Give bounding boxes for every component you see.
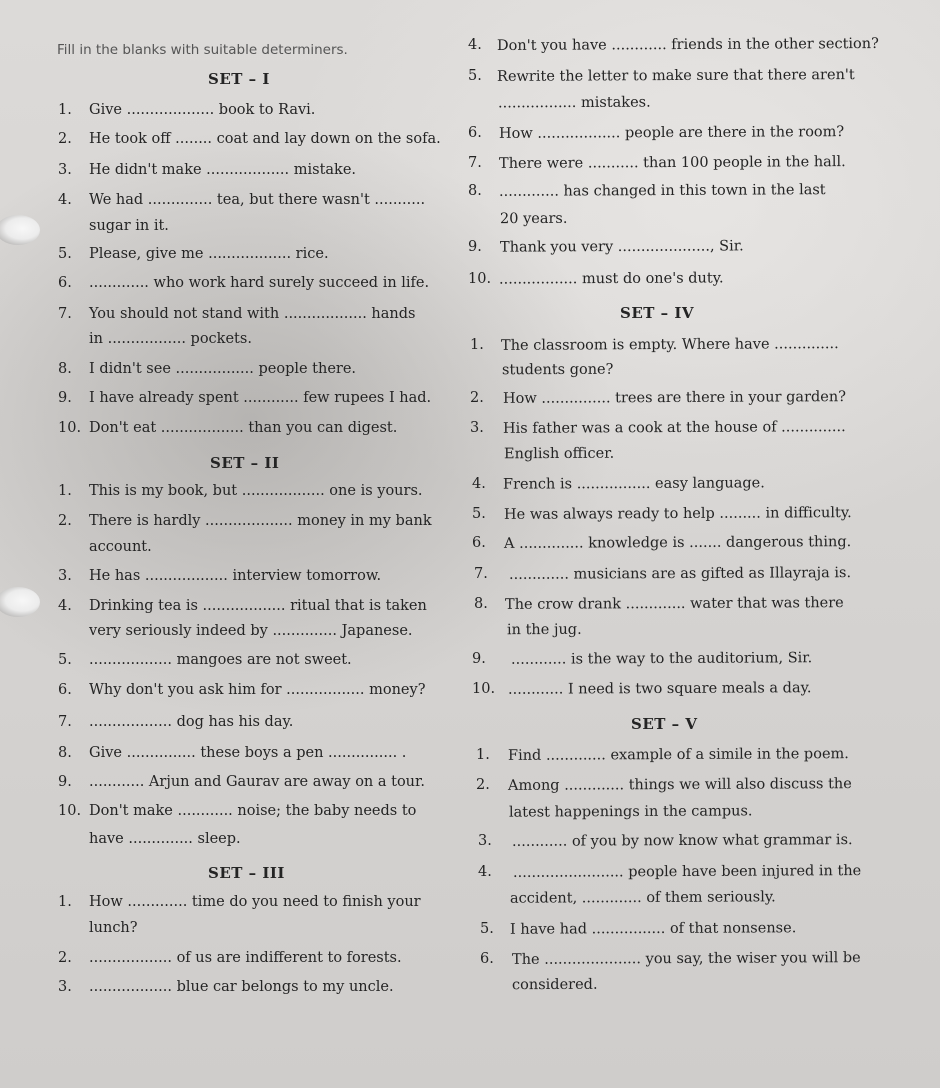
left-item-number: 2.: [58, 131, 72, 147]
left-exercise-line: Give ............... these boys a pen ............... .: [89, 745, 407, 761]
left-exercise-line: You should not stand with .................. hands: [89, 306, 416, 322]
set-heading-3: SET – III: [208, 864, 285, 882]
punch-hole-bottom: [0, 587, 40, 617]
left-item-number: 5.: [58, 246, 72, 262]
right-item-number: 4.: [468, 37, 482, 53]
right-exercise-line: in the jug.: [506, 621, 582, 639]
left-item-number: 3.: [58, 162, 72, 178]
left-exercise-line: ............. who work hard surely succeed in life.: [89, 275, 430, 291]
right-exercise-line: The classroom is empty. Where have ..............: [500, 336, 839, 354]
right-exercise-line: latest happenings in the campus.: [508, 803, 753, 821]
left-item-number: 2.: [58, 950, 72, 966]
left-exercise-line: very seriously indeed by .............. Japanese.: [89, 623, 413, 639]
left-exercise-line: account.: [89, 539, 152, 555]
right-item-number: 6.: [468, 125, 482, 141]
left-item-number: 2.: [58, 513, 72, 529]
right-item-number: 1.: [476, 747, 490, 763]
right-item-number: 5.: [472, 506, 486, 522]
right-exercise-line: ............. musicians are as gifted as Illayraja is.: [508, 565, 852, 583]
left-exercise-line: We had .............. tea, but there wasn't ...........: [89, 192, 426, 208]
left-exercise-line: in ................. pockets.: [89, 331, 252, 347]
left-item-number: 7.: [58, 714, 72, 730]
right-exercise-line: Thank you very ...................., Sir.: [499, 238, 744, 256]
left-item-number: 8.: [58, 361, 72, 377]
right-item-number: 9.: [472, 651, 486, 667]
right-exercise-line: French is ................ easy language.: [502, 475, 765, 493]
right-exercise-line: ........................ people have been injured in the: [512, 863, 862, 881]
left-exercise-line: ............ Arjun and Gaurav are away on a tour.: [89, 774, 425, 790]
left-exercise-line: Please, give me .................. rice.: [89, 246, 329, 262]
right-exercise-line: students gone?: [501, 361, 614, 379]
right-exercise-line: How ............... trees are there in your garden?: [502, 389, 847, 407]
left-item-number: 10.: [58, 420, 82, 436]
right-exercise-line: accident, ............. of them seriously.: [509, 889, 776, 907]
left-exercise-line: There is hardly ................... money in my bank: [89, 513, 432, 529]
right-exercise-line: Among ............. things we will also discuss the: [507, 776, 852, 794]
right-exercise-line: His father was a cook at the house of ..............: [502, 419, 846, 437]
right-exercise-line: Find ............. example of a simile in the poem.: [507, 746, 849, 764]
right-exercise-line: ................. mistakes.: [497, 94, 651, 112]
right-exercise-line: The crow drank ............. water that was there: [504, 595, 844, 613]
left-exercise-line: How ............. time do you need to finish your: [89, 894, 421, 910]
right-exercise-line: Rewrite the letter to make sure that there aren't: [496, 67, 855, 85]
right-exercise-line: ............ is the way to the auditorium, Sir.: [510, 650, 813, 668]
right-item-number: 4.: [478, 864, 492, 880]
left-item-number: 6.: [58, 682, 72, 698]
left-exercise-line: .................. mangoes are not sweet.: [89, 652, 352, 668]
right-exercise-line: 20 years.: [499, 210, 568, 228]
set-heading-4: SET – IV: [620, 304, 695, 322]
left-item-number: 3.: [58, 568, 72, 584]
right-item-number: 8.: [474, 596, 488, 612]
left-item-number: 9.: [58, 774, 72, 790]
left-item-number: 1.: [58, 894, 72, 910]
left-exercise-line: Why don't you ask him for ................. money?: [89, 682, 426, 698]
right-item-number: 1.: [470, 337, 484, 353]
right-exercise-line: A .............. knowledge is ....... dangerous thing.: [503, 534, 852, 552]
left-exercise-line: I have already spent ............ few rupees I had.: [89, 390, 432, 406]
left-exercise-line: .................. blue car belongs to my uncle.: [89, 979, 394, 995]
right-item-number: 4.: [472, 476, 486, 492]
instructions-heading: Fill in the blanks with suitable determiners.: [57, 42, 348, 58]
right-item-number: 9.: [468, 239, 482, 255]
left-item-number: 5.: [58, 652, 72, 668]
left-exercise-line: lunch?: [89, 920, 138, 936]
left-exercise-line: .................. dog has his day.: [89, 714, 294, 730]
right-exercise-line: He was always ready to help ......... in difficulty.: [503, 505, 852, 523]
left-item-number: 4.: [58, 192, 72, 208]
right-item-number: 5.: [468, 68, 482, 84]
left-exercise-line: He took off ........ coat and lay down on the sofa.: [89, 131, 441, 147]
right-item-number: 10.: [468, 271, 492, 287]
right-item-number: 7.: [468, 155, 482, 171]
set-heading-1: SET – I: [208, 70, 270, 88]
left-exercise-line: .................. of us are indifferent to forests.: [89, 950, 402, 966]
left-exercise-line: I didn't see ................. people there.: [89, 361, 357, 377]
right-exercise-line: ............. has changed in this town in the last: [498, 182, 826, 200]
right-item-number: 7.: [474, 566, 488, 582]
left-exercise-line: Drinking tea is .................. ritual that is taken: [89, 598, 427, 614]
right-exercise-line: Don't you have ............ friends in the other section?: [496, 36, 879, 54]
left-item-number: 7.: [58, 306, 72, 322]
right-item-number: 2.: [470, 390, 484, 406]
right-item-number: 3.: [478, 833, 492, 849]
punch-hole-top: [0, 215, 40, 245]
left-exercise-line: Don't eat .................. than you can digest.: [89, 420, 398, 436]
left-exercise-line: have .............. sleep.: [89, 831, 241, 847]
left-exercise-line: sugar in it.: [89, 218, 169, 234]
left-item-number: 3.: [58, 979, 72, 995]
right-item-number: 6.: [480, 951, 494, 967]
left-item-number: 1.: [58, 483, 72, 499]
right-exercise-line: ............ of you by now know what grammar is.: [511, 832, 853, 850]
left-item-number: 10.: [58, 803, 82, 819]
right-exercise-line: considered.: [511, 976, 598, 994]
right-exercise-line: How .................. people are there in the room?: [498, 124, 845, 142]
right-exercise-line: I have had ................ of that nonsense.: [509, 920, 797, 938]
right-item-number: 5.: [480, 921, 494, 937]
left-item-number: 1.: [58, 102, 72, 118]
set-heading-5: SET – V: [631, 715, 698, 733]
left-item-number: 6.: [58, 275, 72, 291]
right-exercise-line: There were ........... than 100 people in the hall.: [498, 154, 846, 172]
left-exercise-line: Don't make ............ noise; the baby needs to: [89, 803, 417, 819]
left-item-number: 9.: [58, 390, 72, 406]
right-exercise-line: ................. must do one's duty.: [498, 270, 724, 288]
right-exercise-line: English officer.: [503, 445, 615, 463]
right-exercise-line: The ..................... you say, the wiser you will be: [511, 950, 861, 968]
left-exercise-line: Give ................... book to Ravi.: [89, 102, 316, 118]
right-item-number: 3.: [470, 420, 484, 436]
right-exercise-line: ............ I need is two square meals a day.: [507, 680, 812, 698]
left-exercise-line: This is my book, but .................. one is yours.: [89, 483, 423, 499]
left-exercise-line: He didn't make .................. mistake.: [89, 162, 357, 178]
left-item-number: 4.: [58, 598, 72, 614]
set-heading-2: SET – II: [210, 454, 280, 472]
right-item-number: 2.: [476, 777, 490, 793]
right-item-number: 8.: [468, 183, 482, 199]
left-exercise-line: He has .................. interview tomorrow.: [89, 568, 382, 584]
right-item-number: 6.: [472, 535, 486, 551]
right-item-number: 10.: [472, 681, 496, 697]
left-item-number: 8.: [58, 745, 72, 761]
